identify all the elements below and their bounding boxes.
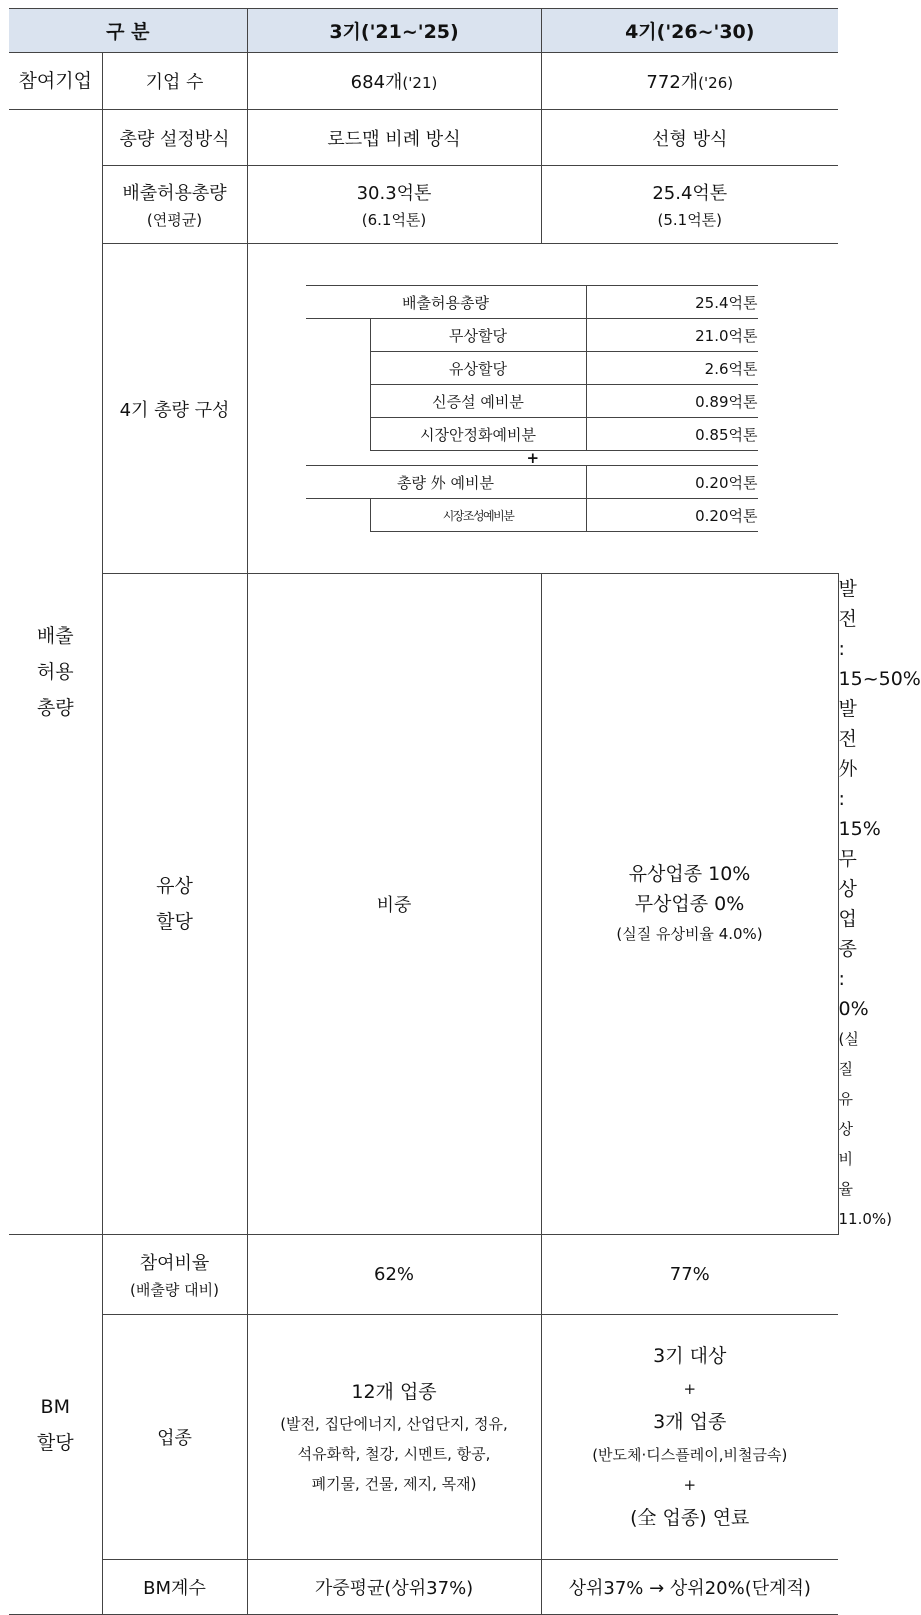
bm-ratio-label [102,1235,247,1315]
bm-category-line1: BM [40,1395,70,1418]
composition-indent [306,499,371,532]
participants-p3-sub: ('21) [402,74,438,92]
participants-p4-main: 772개 [646,72,699,93]
composition-extra-label: 총량 外 예비분 [306,466,587,499]
cap-total-p3-sub: (6.1억톤) [361,211,427,229]
cap-category-line2: 허용 [36,661,74,683]
bm-sector-p4-plus2: + [683,1476,697,1494]
header-row [9,9,838,53]
composition-item-label: 신증설 예비분 [370,385,586,418]
composition-extra-table [306,465,758,532]
cap-method-label: 총량 설정방식 [102,110,247,166]
cap-total-p3-main: 30.3억톤 [356,183,432,204]
bm-sector-p3-sub1: (발전, 집단에너지, 산업단지, 정유, [280,1415,508,1433]
paid-category-line1: 유상 [156,875,193,897]
composition-indent [306,352,371,385]
header-phase3: 3기('21~'25) [247,9,541,53]
participants-p4 [541,53,838,110]
paid-category [102,574,247,1235]
composition-indent [306,418,371,451]
composition-extra-item-label: 시장조성예비분 [370,499,586,532]
bm-coef-p4: 상위37% → 상위20%(단계적) [541,1560,838,1615]
paid-row: 유상 할당 비중 유상업종 10% 무상업종 0% (실질 유상비율 4.0%) 발전 : 15~50% 발전外 : 15% 무상업종 : 0% (실질 유상비율 11.0%) [9,574,838,1235]
participants-label: 기업 수 [102,53,247,110]
composition-extra-item-value: 0.20억톤 [586,499,758,532]
bm-sector-p4-plus1: + [683,1380,697,1398]
composition-item-value: 0.89억톤 [586,385,758,418]
participants-row [9,53,838,110]
paid-p3-line1: 유상업종 10% [628,863,751,885]
composition-item-label: 무상할당 [370,319,586,352]
bm-coef-p3: 가중평균(상위37%) [247,1560,541,1615]
bm-coef-row [9,1560,838,1615]
cap-category-line1: 배출 [36,625,74,647]
paid-label: 비중 [247,574,541,1235]
bm-ratio-p4: 77% [541,1235,838,1315]
comparison-table [9,8,921,1615]
composition-plus: + [526,449,540,467]
bm-category-line2: 할당 [36,1431,74,1454]
participants-p4-sub: ('26) [698,74,734,92]
bm-sector-p4-sub: (반도체·디스플레이,비철금속) [592,1446,788,1464]
composition-top-label: 배출허용총량 [306,286,587,319]
bm-sector-p4-last: (全 업종) 연료 [630,1507,750,1529]
cap-total-label-sub: (연평균) [146,211,203,229]
composition-item-label: 시장안정화예비분 [370,418,586,451]
cap-total-label-main: 배출허용총량 [122,183,227,204]
bm-sector-p4-line1: 3기 대상 [653,1345,727,1367]
participants-p3-main: 684개 [350,72,403,93]
composition-indent [306,319,371,352]
bm-ratio-label-main: 참여비율 [139,1253,210,1274]
cap-category [9,110,102,1235]
composition-item-label: 유상할당 [370,352,586,385]
composition-table [306,285,758,451]
composition-item-value: 21.0억톤 [586,319,758,352]
bm-ratio-p3: 62% [247,1235,541,1315]
paid-p3 [541,574,838,1235]
cap-composition-label: 4기 총량 구성 [102,244,247,574]
bm-sector-label: 업종 [102,1315,247,1560]
composition-item-value: 2.6억톤 [586,352,758,385]
participants-p3 [247,53,541,110]
cap-method-p3: 로드맵 비례 방식 [247,110,541,166]
cap-total-label [102,166,247,244]
cap-composition-row [9,244,838,574]
composition-top-value: 25.4억톤 [586,286,758,319]
cap-total-p4-main: 25.4억톤 [652,183,728,204]
bm-category [9,1235,102,1615]
cap-composition-cell [247,244,838,574]
participants-category: 참여기업 [9,53,102,110]
paid-p3-sub: (실질 유상비율 4.0%) [616,925,763,943]
bm-sector-p4-line3: 3개 업종 [653,1411,727,1433]
cap-category-line3: 총량 [36,697,74,719]
paid-p3-line2: 무상업종 0% [634,893,745,915]
cap-total-p3 [247,166,541,244]
bm-sector-p3-main: 12개 업종 [351,1381,437,1403]
cap-total-p4-sub: (5.1억톤) [657,211,723,229]
cap-total-p4 [541,166,838,244]
bm-ratio-label-sub: (배출량 대비) [130,1281,219,1299]
composition-item-value: 0.85억톤 [586,418,758,451]
cap-total-row [9,166,838,244]
cap-method-p4: 선형 방식 [541,110,838,166]
header-category: 구 분 [9,9,247,53]
bm-ratio-row [9,1235,838,1315]
bm-coef-label: BM계수 [102,1560,247,1615]
composition-indent [306,385,371,418]
bm-sector-p3-sub2: 석유화학, 철강, 시멘트, 항공, [297,1445,491,1463]
bm-sector-p3-sub3: 폐기물, 건물, 제지, 목재) [311,1475,477,1493]
bm-sector-row [9,1315,838,1560]
paid-category-line2: 할당 [156,911,193,933]
bm-sector-p4 [541,1315,838,1560]
cap-method-row [9,110,838,166]
header-phase4: 4기('26~'30) [541,9,838,53]
bm-sector-p3 [247,1315,541,1560]
composition-extra-value: 0.20억톤 [586,466,758,499]
